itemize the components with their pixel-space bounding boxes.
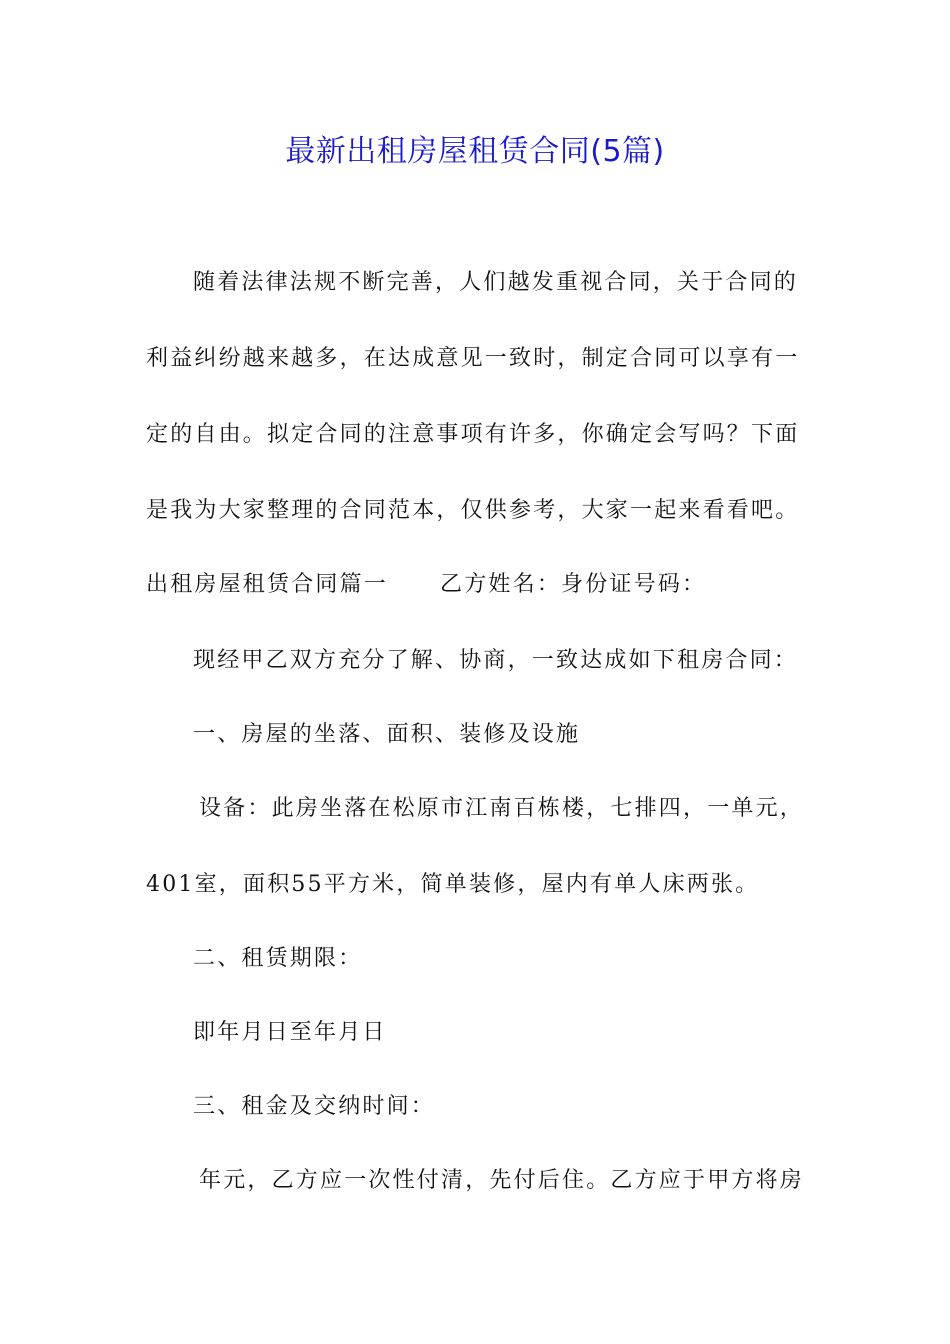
paragraph-line: 即年月日至年月日 [193,1020,387,1045]
clause-heading: 二、租赁期限： [193,946,363,971]
paragraph-line: 年元，乙方应一次性付清，先付后住。乙方应于甲方将房 [199,1168,805,1193]
paragraph-line: 定的自由。拟定合同的注意事项有许多，你确定会写吗？下面 [146,422,800,447]
paragraph-line: 401室，面积55平方米，简单装修，屋内有单人床两张。 [146,872,760,897]
document-title: 最新出租房屋租赁合同(5篇) [285,134,665,169]
clause-heading: 三、租金及交纳时间： [193,1094,436,1119]
paragraph-line: 随着法律法规不断完善，人们越发重视合同，关于合同的 [193,270,799,295]
paragraph-line: 设备：此房坐落在松原市江南百栋楼，七排四，一单元， [199,796,805,821]
paragraph-line: 是我为大家整理的合同范本，仅供参考，大家一起来看看吧。 [146,498,800,523]
paragraph-line: 利益纠纷越来越多，在达成意见一致时，制定合同可以享有一 [146,346,800,371]
paragraph-line: 现经甲乙双方充分了解、协商，一致达成如下租房合同： [193,648,799,673]
section-heading: 出租房屋租赁合同篇一 [146,572,389,597]
clause-heading: 一、房屋的坐落、面积、装修及设施 [193,722,581,747]
section-heading-line [146,570,706,600]
party-b-info: 乙方姓名：身份证号码： [440,572,707,597]
